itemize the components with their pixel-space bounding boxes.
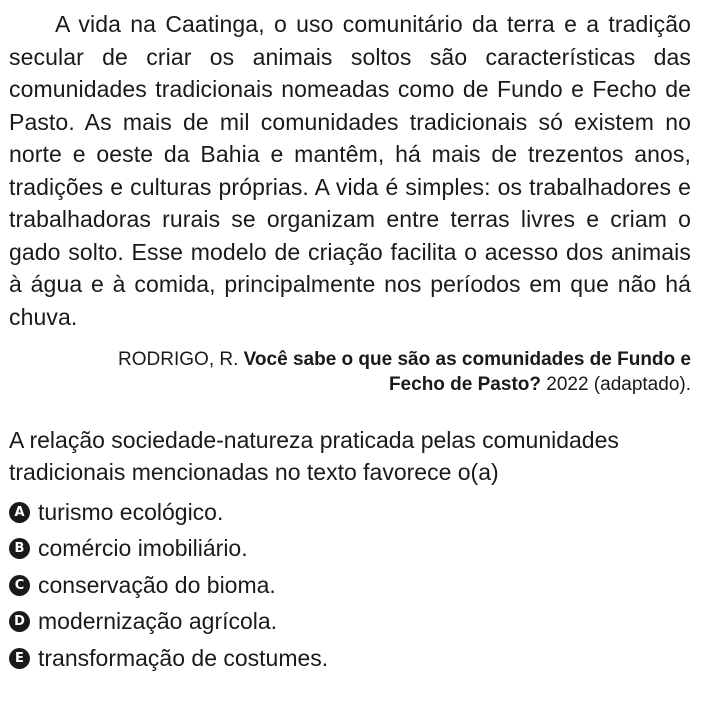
question-stem: A relação sociedade-natureza praticada pelas comunidades tradicionais mencionadas no texto favorece o(a) (9, 427, 619, 485)
option-d[interactable] (9, 604, 691, 641)
option-b-text: comércio imobiliário. (38, 535, 248, 562)
option-b[interactable] (9, 531, 691, 568)
option-d-text: modernização agrícola. (38, 608, 278, 635)
answer-options (9, 494, 691, 677)
option-e-letter-icon: E (9, 648, 30, 669)
option-a[interactable] (9, 494, 691, 531)
option-d-letter-icon: D (9, 611, 30, 632)
citation (9, 347, 691, 397)
option-c[interactable] (9, 567, 691, 604)
option-c-text: conservação do bioma. (38, 571, 276, 598)
option-b-letter-icon: B (9, 538, 30, 559)
option-e[interactable] (9, 640, 691, 677)
citation-author: RODRIGO, R. (118, 349, 244, 370)
option-a-text: turismo ecológico. (38, 498, 224, 525)
citation-title: Você sabe o que são as comunidades de Fundo e Fecho de Pasto? (243, 349, 691, 395)
option-a-letter-icon: A (9, 502, 30, 523)
option-e-text: transformação de costumes. (38, 644, 329, 671)
passage-text: A vida na Caatinga, o uso comunitário da terra e a tradição secular de criar os animais soltos são características das comunidades tradicionais nomeadas como de Fundo e Fecho de Pasto. As mais de mil comunidades tradicionais só existem no norte e oeste da Bahia e mantêm, há mais de trezentos anos, tradições e culturas próprias. A vida é simples: os trabalhadores e trabalhadoras rurais se organizam entre terras livres e criam o gado solto. Esse modelo de criação facilita o acesso dos animais à água e à comida, principalmente nos períodos em que não há chuva. (9, 11, 691, 330)
option-c-letter-icon: C (9, 575, 30, 596)
citation-year: 2022 (adaptado). (540, 374, 691, 395)
